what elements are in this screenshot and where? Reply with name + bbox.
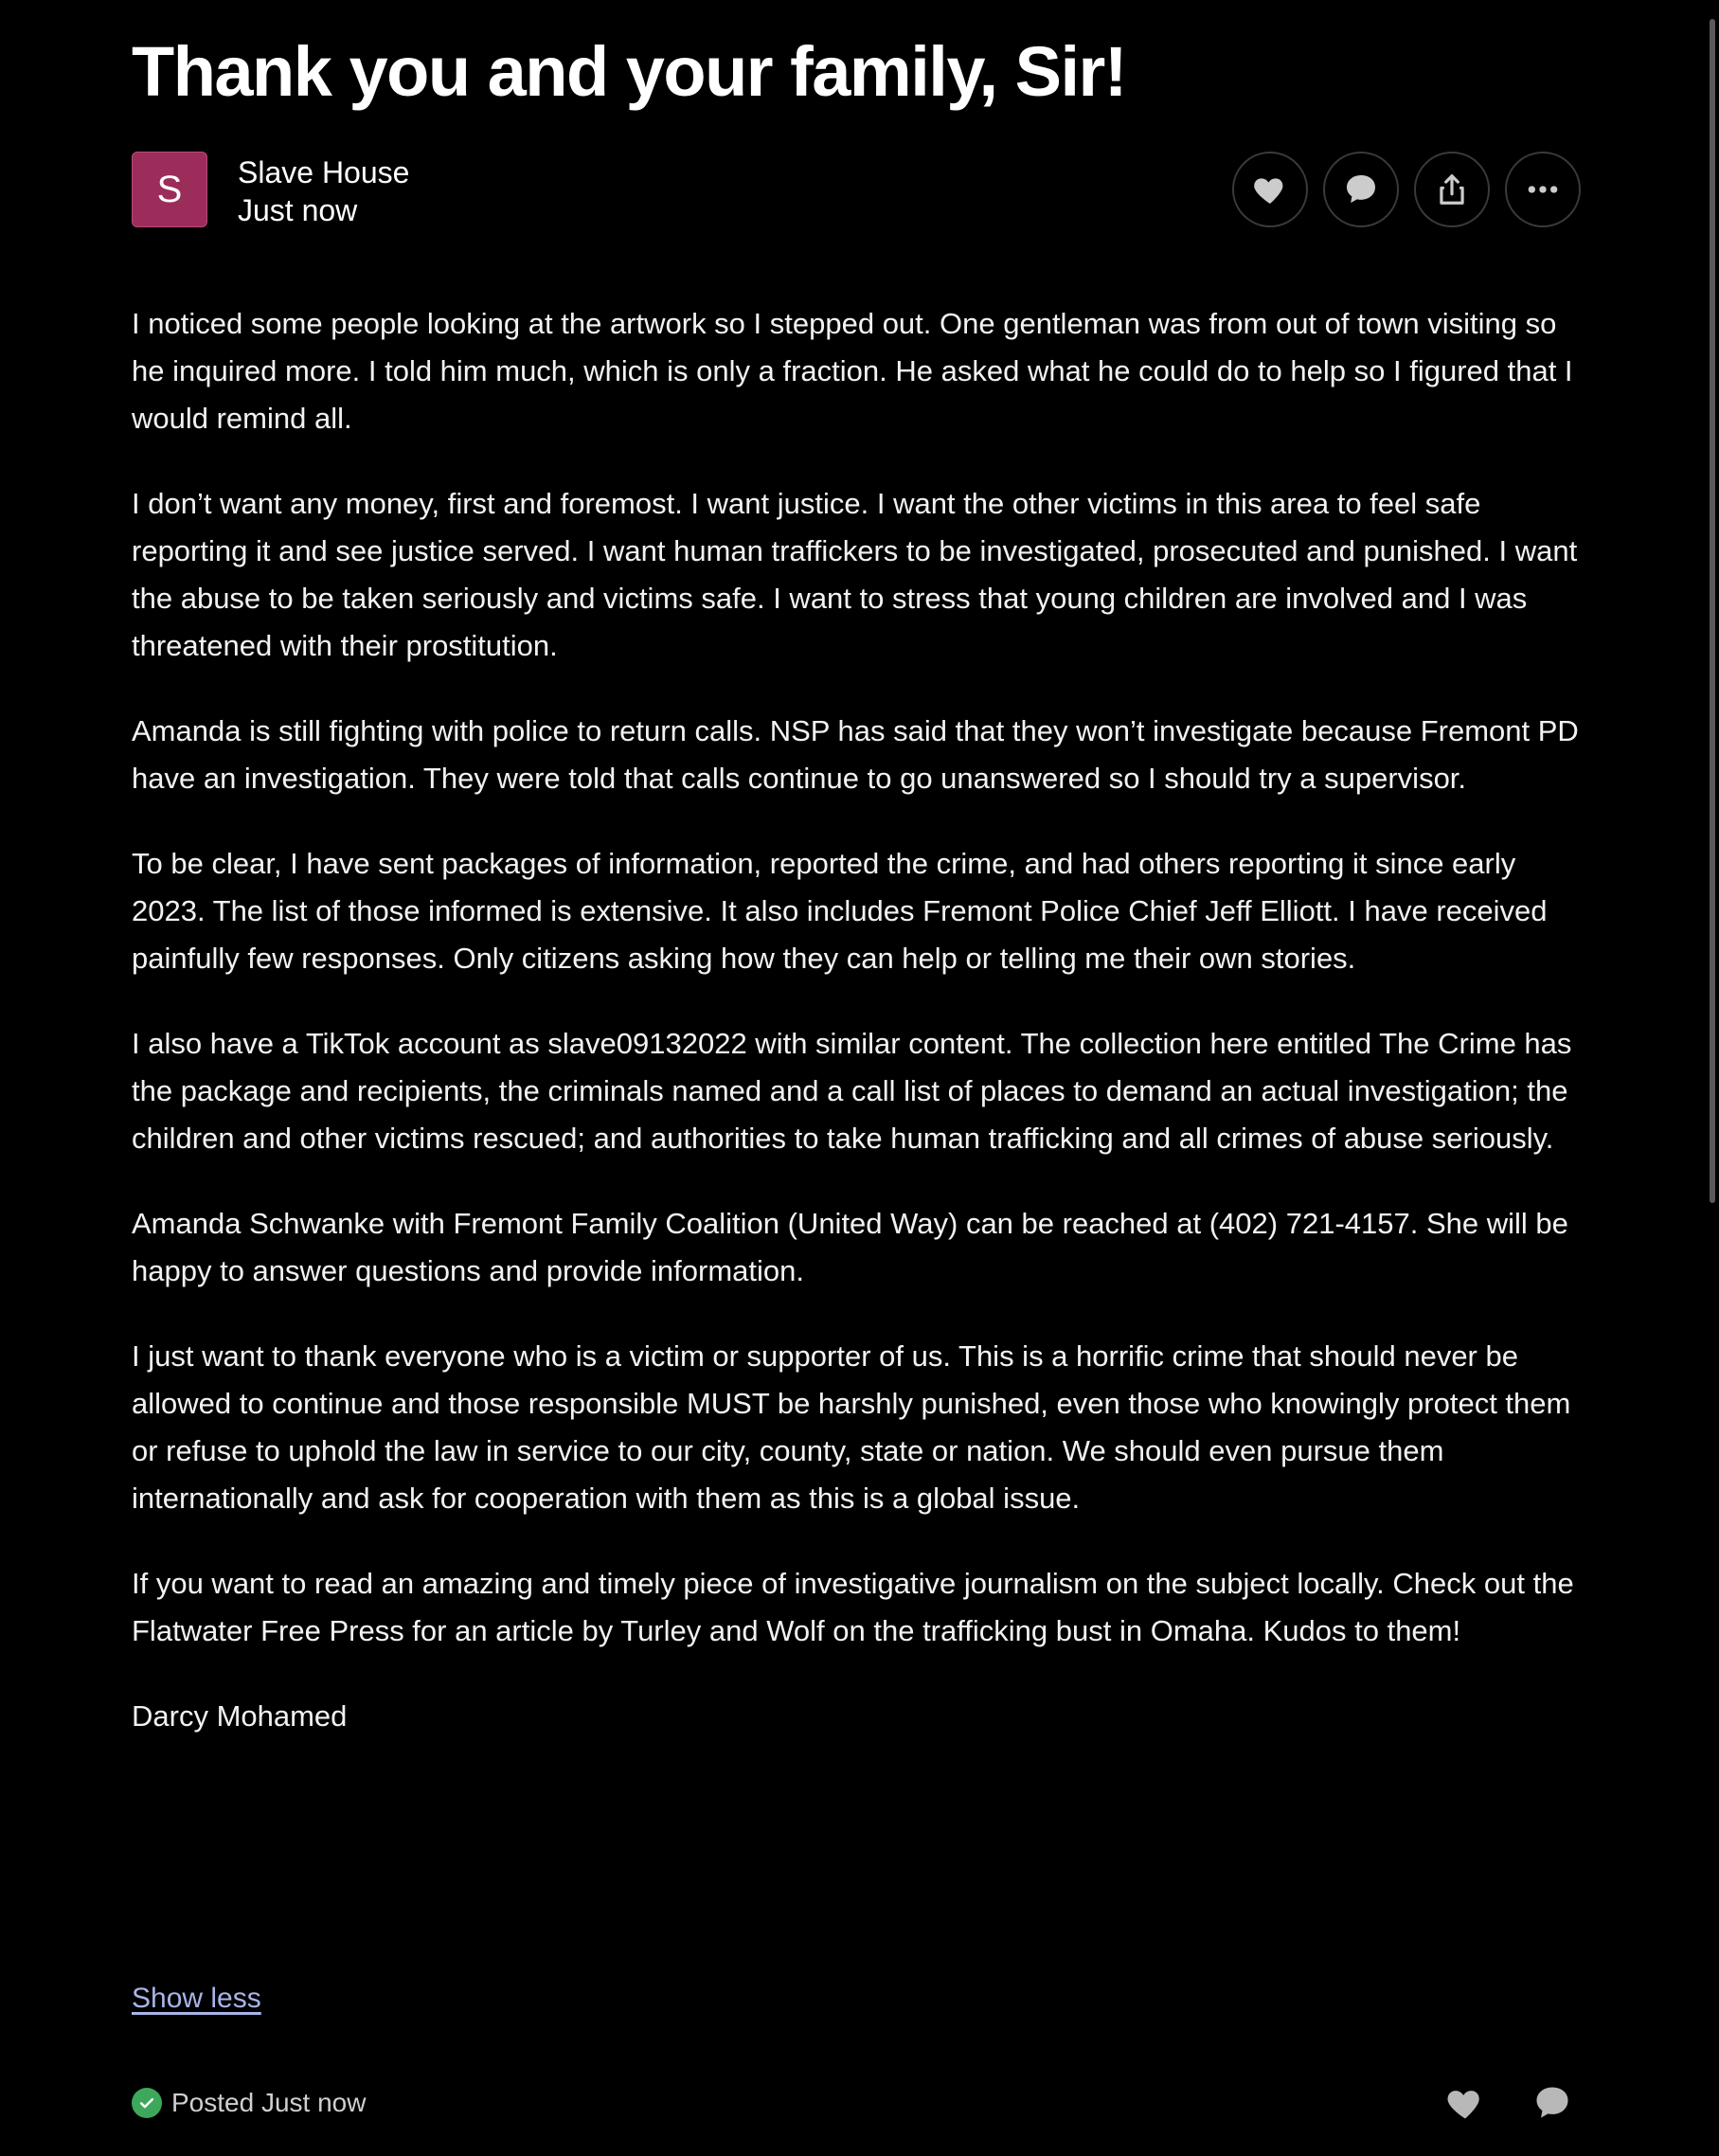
author-row [132,152,1581,229]
comment-button[interactable] [1323,152,1399,227]
scrollbar[interactable] [1710,19,1715,1203]
paragraph: I also have a TikTok account as slave09132022 with similar content. The collection here entitled The Crime has the package and recipients, the criminals named and a call list of places to demand an actual investigation; the children and other victims rescued; and authorities to take human trafficking and all crimes of abuse seriously. [132,1027,1572,1155]
paragraph: I noticed some people looking at the artwork so I stepped out. One gentleman was from out of town visiting so he inquired more. I told him much, which is only a fraction. He asked what he could do to help so I figured that I would remind all. [132,307,1573,435]
author-name[interactable]: Slave House [238,155,410,189]
heart-icon [1251,171,1289,208]
check-circle-icon [132,2088,162,2118]
share-icon [1434,171,1470,207]
comment-icon [1531,2082,1573,2124]
show-less-link[interactable]: Show less [132,1983,261,2014]
more-icon [1524,171,1562,208]
share-button[interactable] [1414,152,1490,227]
heart-icon [1444,2082,1486,2124]
signature: Darcy Mohamed [132,1699,348,1733]
post-body [132,300,1581,1740]
like-button[interactable] [1232,152,1308,227]
post-actions [1232,152,1581,227]
paragraph: To be clear, I have sent packages of information, reported the crime, and had others reporting it since early 2023. The list of those informed is extensive. It also includes Fremont Police Chief Jeff Elliott. I have received painfully few responses. Only citizens asking how they can help or telling me their own stories. [132,847,1548,975]
paragraph: I just want to thank everyone who is a victim or supporter of us. This is a horrific crime that should never be allowed to continue and those responsible MUST be harshly punished, even those who knowingly protect them or refuse to uphold the law in service to our city, county, state or nation. We should even pursue them internationally and ask for cooperation with them as this is a global issue. [132,1339,1571,1515]
paragraph: I don’t want any money, first and foremost. I want justice. I want the other victims in this area to feel safe reporting it and see justice served. I want human traffickers to be investigated, prosecuted and punished. I want the abuse to be taken seriously and victims safe. I want to stress that young children are involved and I was threatened with their prostitution. [132,487,1578,662]
post [132,0,1581,2117]
post-title: Thank you and your family, Sir! [132,32,1126,111]
post-time: Just now [238,193,358,227]
paragraph: If you want to read an amazing and timely piece of investigative journalism on the subject locally. Check out the Flatwater Free Press for an article by Turley and Wolf on the trafficking bust in Omaha. Kudos to them! [132,1567,1574,1647]
footer-like-button[interactable] [1444,2082,1486,2129]
footer-actions [1444,2082,1573,2129]
avatar[interactable]: S [132,152,207,227]
posted-status [132,2084,366,2122]
post-footer [132,2082,1581,2124]
more-button[interactable] [1505,152,1581,227]
posted-label: Posted Just now [171,2088,367,2117]
footer-comment-button[interactable] [1531,2082,1573,2129]
paragraph: Amanda Schwanke with Fremont Family Coalition (United Way) can be reached at (402) 721-4157. She will be happy to answer questions and provide information. [132,1207,1568,1287]
comment-icon [1342,171,1380,208]
paragraph: Amanda is still fighting with police to return calls. NSP has said that they won’t investigate because Fremont PD have an investigation. They were told that calls continue to go unanswered so I should try a supervisor. [132,714,1579,795]
